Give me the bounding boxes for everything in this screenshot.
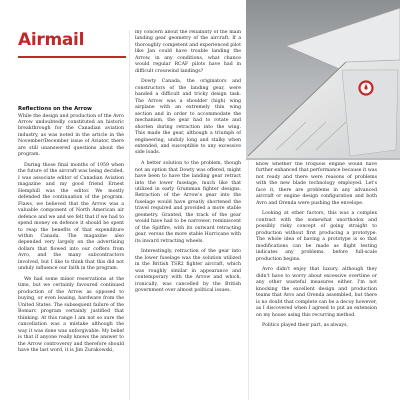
paragraph: While the design and production of the Avro Arrow undoubtedly constituted an historic breakthrough for the Canadian aviation industry, as was noted in the article in the November/December issue of Aviator, there are still unanswered questions about the program. bbox=[18, 113, 124, 158]
paragraph: know whether the Iroquois engine would have further enhanced that performance because it was not ready and there were reasons of problems with the new blade technology employed. Let's face it, there are problems in any advanced aircraft or engine design configuration and both Avro and Orenda were pushing the envelope. bbox=[256, 162, 377, 206]
article-heading: Reflections on the Arrow bbox=[18, 106, 92, 112]
paragraph: A better solution to the problem, though not an option that Dowty was offered, might have been to have the landing gear retract into the lower fuselage, much like that utilized in early Grumman fighter designs. Retraction of the Arrow's gear into the fuselage would have greatly shortened the travel required and provided a more stable geometry. Granted, the track of the gear would have had to be narrower, reminiscent of the Spitfire, with its outward retracting gear, versus the more stable Hurricane with its inward retracting wheels. bbox=[135, 161, 241, 244]
paragraph: During those final months of 1959 when the future of the aircraft was being decided, I was associate editor of Canadian Aviation magazine and my good friend Ernest Hemphill was the editor. We mostly defended the continuation of the program. Flaws, we believed that the Arrow was a valuable component of North American air defence and we and we felt that if we had to spend money on defence it should be spent to reap the benefits of that expenditure within Canada. The magazine also depended very largely on the advertising dollars that flowed into our coffers from Avro, and the many subcontractors involved, but I like to think that this did not unduly influence our faith in the program. bbox=[18, 162, 124, 272]
paragraph: Dowty Canada, the originators and constructors of the landing gear, were handed a difficult and tricky design task. The Arrow was a shoulder (high) wing airplane with an extremely thin wing section and in order to accommodate the mechanism, the gear had to rotate and shorten during retraction into the wing. This made the gear, although a triumph of engineering, unduly long and stalky when extended, and susceptible to any excessive side loads. bbox=[135, 79, 241, 156]
paragraph: Politics played their part, as always, bbox=[262, 323, 349, 329]
paragraph: Looking at other factors, this was a complex contract with the somewhat unorthodox and possibly risky concept of going straight to production without first producing a prototype. The whole idea of having a prototype is so that modifications can be made as flight testing indicates any problems, before full-scale production begins. bbox=[256, 211, 377, 262]
column-divider bbox=[129, 30, 130, 400]
section-title-rule bbox=[18, 56, 126, 58]
arrow-aircraft-photo bbox=[246, 0, 400, 160]
paragraph: We had some minor reservations at the time, but we certainly favoured continued production of the Arrow as opposed to buying, or even leasing, hardware from the United States. The subsequent failure of the Bomarc program certainly justified that thinking. At this range I am not so sure the cancellation was a mistake although the way it was done was unforgivable. My belief is that if anyone really knows the answer to the Arrow controversy and therefore should have the last word, it is Jim Zurakowski, bbox=[18, 276, 124, 353]
article-column-3 bbox=[256, 162, 377, 400]
section-title: Airmail bbox=[18, 30, 85, 50]
paragraph: my concern about the reliability of the main landing gear geometry of the aircraft. If a thoroughly competent and experienced pilot like Jan could have trouble landing the Arrow, in any conditions, what chance would regular RCAF pilots have had in difficult crosswind landings? bbox=[135, 30, 241, 74]
article-column-1 bbox=[18, 106, 124, 400]
paragraph: Avro didn't enjoy that luxury, although they didn't have to worry about excessive overtime or any other wasteful measures either. I'm not knocking the excellent design and production teams that Avro and Orenda assembled, but there is no doubt that complete can be a decoy however, as I discovered when I agreed to put an extension on my house using this recurring method. bbox=[256, 267, 377, 318]
paragraph: Interestingly, retraction of the gear into the lower fuselage was the solution utilized in the British TSR2 fighter aircraft, which was roughly similar in appearance and contemporary with the Arrow and which, ironically, was cancelled by the British government over almost political issues. bbox=[135, 249, 241, 294]
article-column-2 bbox=[135, 30, 241, 400]
